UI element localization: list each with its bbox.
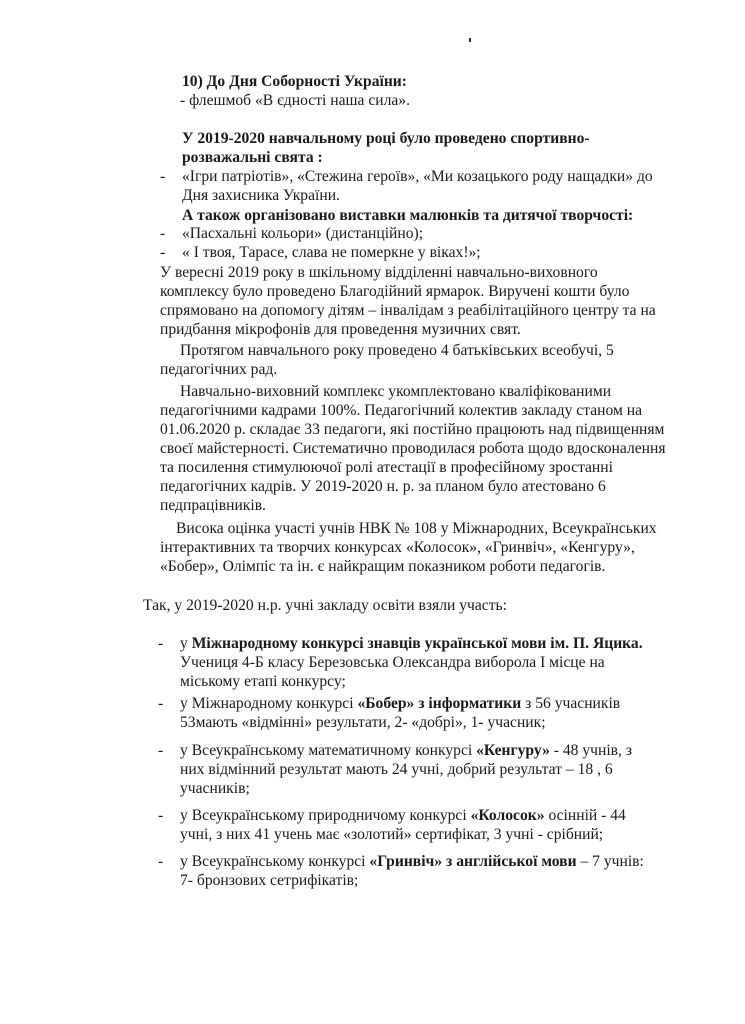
staff-paragraph-line-4: своєї майстерності. Систематично проводилася робота щодо вдосконалення: [160, 440, 666, 457]
participation-intro: Так, у 2019-2020 н.р. учні закладу освіти взяли участь:: [143, 597, 507, 614]
section-10-heading: 10) До Дня Соборності України:: [182, 73, 407, 90]
result-1-line-3: міському етапі конкурсу;: [180, 673, 346, 690]
contests-paragraph-line-1: Висока оцінка участі учнів НВК № 108 у Міжнародних, Всеукраїнських: [176, 520, 657, 537]
result-2-line-1: у Міжнародному конкурсі «Бобер» з інформатики з 56 учасників: [180, 695, 621, 712]
list-dash: -: [160, 168, 166, 185]
list-dash: -: [158, 695, 164, 712]
staff-paragraph-line-7: педпрацівників.: [160, 497, 266, 514]
meetings-paragraph-line-1: Протягом навчального року проведено 4 батьківських всеобучі, 5: [180, 342, 614, 359]
list-dash: -: [158, 742, 164, 759]
list-dash: -: [158, 807, 164, 824]
result-4-line-1: у Всеукраїнському природничому конкурсі «Колосок» осінній - 44: [180, 807, 626, 824]
exhibition-item-1: «Пасхальні кольори» (дистанційно);: [182, 225, 424, 242]
list-dash: -: [160, 244, 166, 261]
sports-item-line-1: «Ігри патріотів», «Стежина героїв», «Ми козацького роду нащадки» до: [182, 168, 653, 185]
result-5-contest-name: «Гринвіч» з англійської мови: [369, 853, 577, 870]
result-1-line-1: у Міжнародному конкурсі знавців української мови ім. П. Яцика.: [180, 635, 643, 652]
result-3-contest-name: «Кенгуру»: [476, 742, 550, 759]
contests-paragraph-line-2: інтерактивних та творчих конкурсах «Колосок», «Гринвіч», «Кенгуру»,: [160, 539, 635, 556]
scan-mark: [469, 38, 471, 42]
fair-paragraph-line-3: спрямовано на допомогу дітям – інвалідам з реабілітаційного центру та на: [160, 302, 656, 319]
sports-heading-line-1: У 2019-2020 навчальному році було проведено спортивно-: [182, 130, 590, 147]
result-1-line-2: Учениця 4-Б класу Березовська Олександра виборола І місце на: [180, 654, 605, 671]
list-dash: -: [158, 853, 164, 870]
staff-paragraph-line-1: Навчально-виховний комплекс укомплектовано кваліфікованими: [180, 383, 612, 400]
meetings-paragraph-line-2: педагогічних рад.: [160, 361, 278, 378]
staff-paragraph-line-5: та посилення стимулюючої ролі атестації в професійному зростанні: [160, 459, 613, 476]
result-3-line-3: учасників;: [180, 780, 250, 797]
result-5-line-2: 7- бронзових сетрифікатів;: [180, 872, 359, 889]
section-10-item: - флешмоб «В єдності наша сила».: [180, 92, 410, 109]
result-5-line-1: у Всеукраїнському конкурсі «Гринвіч» з англійської мови – 7 учнів:: [180, 853, 644, 870]
result-1-contest-name: Міжнародному конкурсі знавців української мови ім. П. Яцика.: [191, 635, 643, 652]
contests-paragraph-line-3: «Бобер», Олімпіс та ін. є найкращим показником роботи педагогів.: [160, 558, 606, 575]
sports-heading-line-2: розважальні свята :: [182, 149, 323, 166]
result-2-line-2: 53мають «відмінні» результати, 2- «добрі», 1- учасник;: [180, 714, 546, 731]
list-dash: -: [158, 635, 164, 652]
exhibitions-heading: А також організовано виставки малюнків та дитячої творчості:: [182, 207, 634, 224]
result-2-contest-name: «Бобер» з інформатики: [357, 695, 522, 712]
list-dash: -: [160, 225, 166, 242]
staff-paragraph-line-6: педагогічних кадрів. У 2019-2020 н. р. за планом було атестовано 6: [160, 478, 606, 495]
staff-paragraph-line-3: 01.06.2020 р. складає 33 педагоги, які постійно працюють над підвищенням: [160, 421, 665, 438]
result-4-line-2: учні, з них 41 учень має «золотий» сертифікат, 3 учні - срібний;: [180, 826, 604, 843]
fair-paragraph-line-1: У вересні 2019 року в шкільному відділенні навчально-виховного: [160, 264, 598, 281]
staff-paragraph-line-2: педагогічними кадрами 100%. Педагогічний колектив закладу станом на: [160, 402, 643, 419]
result-3-line-2: них відмінний результат мають 24 учні, добрий результат – 18 , 6: [180, 761, 613, 778]
exhibition-item-2: « І твоя, Тарасе, слава не померкне у віках!»;: [182, 244, 481, 261]
fair-paragraph-line-2: комплексу було проведено Благодійний ярмарок. Виручені кошти було: [160, 283, 630, 300]
result-3-line-1: у Всеукраїнському математичному конкурсі «Кенгуру» - 48 учнів, з: [180, 742, 632, 759]
result-4-contest-name: «Колосок»: [470, 807, 545, 824]
fair-paragraph-line-4: придбання мікрофонів для проведення музичних свят.: [160, 321, 521, 338]
sports-item-line-2: Дня захисника України.: [182, 187, 340, 204]
